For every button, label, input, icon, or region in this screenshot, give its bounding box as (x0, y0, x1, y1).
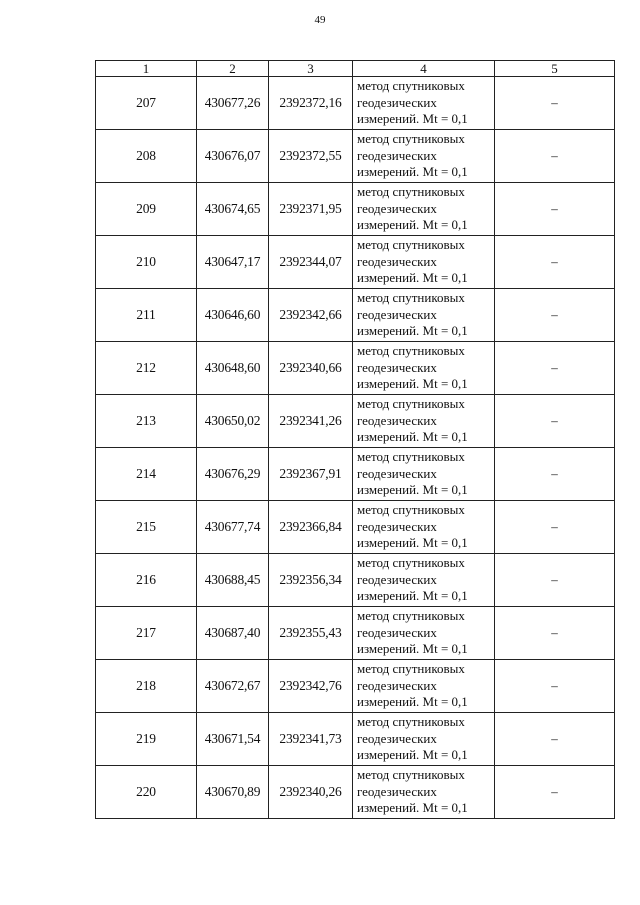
method-line: метод спутниковых (357, 449, 465, 465)
method-line: геодезических (357, 518, 437, 534)
table-row (96, 183, 615, 236)
x-coordinate-cell: 430672,67 (197, 660, 269, 713)
method-line: геодезических (357, 147, 437, 163)
x-coordinate-cell: 430676,07 (197, 130, 269, 183)
method-cell (353, 289, 495, 342)
method-line: измерений. Mt = 0,1 (357, 747, 468, 763)
note-cell: – (495, 501, 615, 554)
point-number-cell: 214 (96, 448, 197, 501)
method-cell (353, 660, 495, 713)
x-coordinate-cell: 430646,60 (197, 289, 269, 342)
note-cell: – (495, 77, 615, 130)
method-line: метод спутниковых (357, 78, 465, 94)
table-row (96, 501, 615, 554)
table-body (96, 77, 615, 819)
column-header-1: 1 (96, 61, 197, 77)
note-cell: – (495, 607, 615, 660)
method-line: геодезических (357, 200, 437, 216)
method-line: метод спутниковых (357, 131, 465, 147)
method-line: геодезических (357, 306, 437, 322)
method-line: измерений. Mt = 0,1 (357, 429, 468, 445)
coordinates-table (95, 60, 615, 819)
y-coordinate-cell: 2392355,43 (269, 607, 353, 660)
method-line: метод спутниковых (357, 767, 465, 783)
method-cell (353, 130, 495, 183)
method-cell (353, 448, 495, 501)
method-line: геодезических (357, 94, 437, 110)
method-cell (353, 766, 495, 819)
method-line: измерений. Mt = 0,1 (357, 800, 468, 816)
method-line: метод спутниковых (357, 237, 465, 253)
method-line: измерений. Mt = 0,1 (357, 111, 468, 127)
method-line: геодезических (357, 677, 437, 693)
method-line: измерений. Mt = 0,1 (357, 164, 468, 180)
point-number-cell: 213 (96, 395, 197, 448)
note-cell: – (495, 342, 615, 395)
method-line: геодезических (357, 465, 437, 481)
x-coordinate-cell: 430677,74 (197, 501, 269, 554)
y-coordinate-cell: 2392371,95 (269, 183, 353, 236)
y-coordinate-cell: 2392342,66 (269, 289, 353, 342)
table-row (96, 660, 615, 713)
table-row (96, 77, 615, 130)
table-row (96, 448, 615, 501)
method-line: геодезических (357, 253, 437, 269)
method-line: метод спутниковых (357, 184, 465, 200)
note-cell: – (495, 236, 615, 289)
y-coordinate-cell: 2392372,16 (269, 77, 353, 130)
note-cell: – (495, 448, 615, 501)
point-number-cell: 209 (96, 183, 197, 236)
x-coordinate-cell: 430650,02 (197, 395, 269, 448)
y-coordinate-cell: 2392340,66 (269, 342, 353, 395)
point-number-cell: 212 (96, 342, 197, 395)
note-cell: – (495, 395, 615, 448)
point-number-cell: 217 (96, 607, 197, 660)
point-number-cell: 208 (96, 130, 197, 183)
method-cell (353, 77, 495, 130)
point-number-cell: 220 (96, 766, 197, 819)
method-line: измерений. Mt = 0,1 (357, 535, 468, 551)
table-row (96, 130, 615, 183)
note-cell: – (495, 289, 615, 342)
method-cell (353, 395, 495, 448)
point-number-cell: 207 (96, 77, 197, 130)
method-line: геодезических (357, 730, 437, 746)
y-coordinate-cell: 2392341,73 (269, 713, 353, 766)
x-coordinate-cell: 430677,26 (197, 77, 269, 130)
method-line: метод спутниковых (357, 290, 465, 306)
method-line: измерений. Mt = 0,1 (357, 641, 468, 657)
note-cell: – (495, 660, 615, 713)
method-cell (353, 183, 495, 236)
x-coordinate-cell: 430676,29 (197, 448, 269, 501)
table-row (96, 236, 615, 289)
table-row (96, 395, 615, 448)
method-line: метод спутниковых (357, 502, 465, 518)
method-cell (353, 236, 495, 289)
point-number-cell: 210 (96, 236, 197, 289)
method-line: метод спутниковых (357, 555, 465, 571)
page-number: 49 (314, 14, 326, 26)
method-line: геодезических (357, 783, 437, 799)
y-coordinate-cell: 2392366,84 (269, 501, 353, 554)
method-line: геодезических (357, 412, 437, 428)
note-cell: – (495, 130, 615, 183)
method-cell (353, 342, 495, 395)
table-row (96, 342, 615, 395)
method-line: измерений. Mt = 0,1 (357, 482, 468, 498)
method-line: метод спутниковых (357, 714, 465, 730)
method-line: измерений. Mt = 0,1 (357, 323, 468, 339)
point-number-cell: 218 (96, 660, 197, 713)
note-cell: – (495, 183, 615, 236)
method-line: метод спутниковых (357, 343, 465, 359)
table-row (96, 289, 615, 342)
y-coordinate-cell: 2392372,55 (269, 130, 353, 183)
y-coordinate-cell: 2392342,76 (269, 660, 353, 713)
x-coordinate-cell: 430671,54 (197, 713, 269, 766)
note-cell: – (495, 713, 615, 766)
point-number-cell: 216 (96, 554, 197, 607)
column-header-3: 3 (269, 61, 353, 77)
method-line: измерений. Mt = 0,1 (357, 588, 468, 604)
method-cell (353, 501, 495, 554)
x-coordinate-cell: 430670,89 (197, 766, 269, 819)
table-row (96, 607, 615, 660)
point-number-cell: 211 (96, 289, 197, 342)
table-row (96, 554, 615, 607)
y-coordinate-cell: 2392341,26 (269, 395, 353, 448)
table-row (96, 713, 615, 766)
method-line: метод спутниковых (357, 661, 465, 677)
method-line: измерений. Mt = 0,1 (357, 270, 468, 286)
x-coordinate-cell: 430647,17 (197, 236, 269, 289)
column-header-2: 2 (197, 61, 269, 77)
method-line: измерений. Mt = 0,1 (357, 217, 468, 233)
note-cell: – (495, 554, 615, 607)
method-line: метод спутниковых (357, 608, 465, 624)
x-coordinate-cell: 430648,60 (197, 342, 269, 395)
method-cell (353, 607, 495, 660)
table-row (96, 766, 615, 819)
y-coordinate-cell: 2392367,91 (269, 448, 353, 501)
method-cell (353, 713, 495, 766)
column-header-5: 5 (495, 61, 615, 77)
x-coordinate-cell: 430687,40 (197, 607, 269, 660)
x-coordinate-cell: 430688,45 (197, 554, 269, 607)
table-header (96, 61, 615, 77)
header-row (96, 61, 615, 77)
method-line: измерений. Mt = 0,1 (357, 376, 468, 392)
method-line: геодезических (357, 359, 437, 375)
y-coordinate-cell: 2392356,34 (269, 554, 353, 607)
point-number-cell: 219 (96, 713, 197, 766)
column-header-4: 4 (353, 61, 495, 77)
method-line: геодезических (357, 624, 437, 640)
x-coordinate-cell: 430674,65 (197, 183, 269, 236)
point-number-cell: 215 (96, 501, 197, 554)
method-cell (353, 554, 495, 607)
y-coordinate-cell: 2392340,26 (269, 766, 353, 819)
method-line: геодезических (357, 571, 437, 587)
note-cell: – (495, 766, 615, 819)
method-line: метод спутниковых (357, 396, 465, 412)
y-coordinate-cell: 2392344,07 (269, 236, 353, 289)
method-line: измерений. Mt = 0,1 (357, 694, 468, 710)
